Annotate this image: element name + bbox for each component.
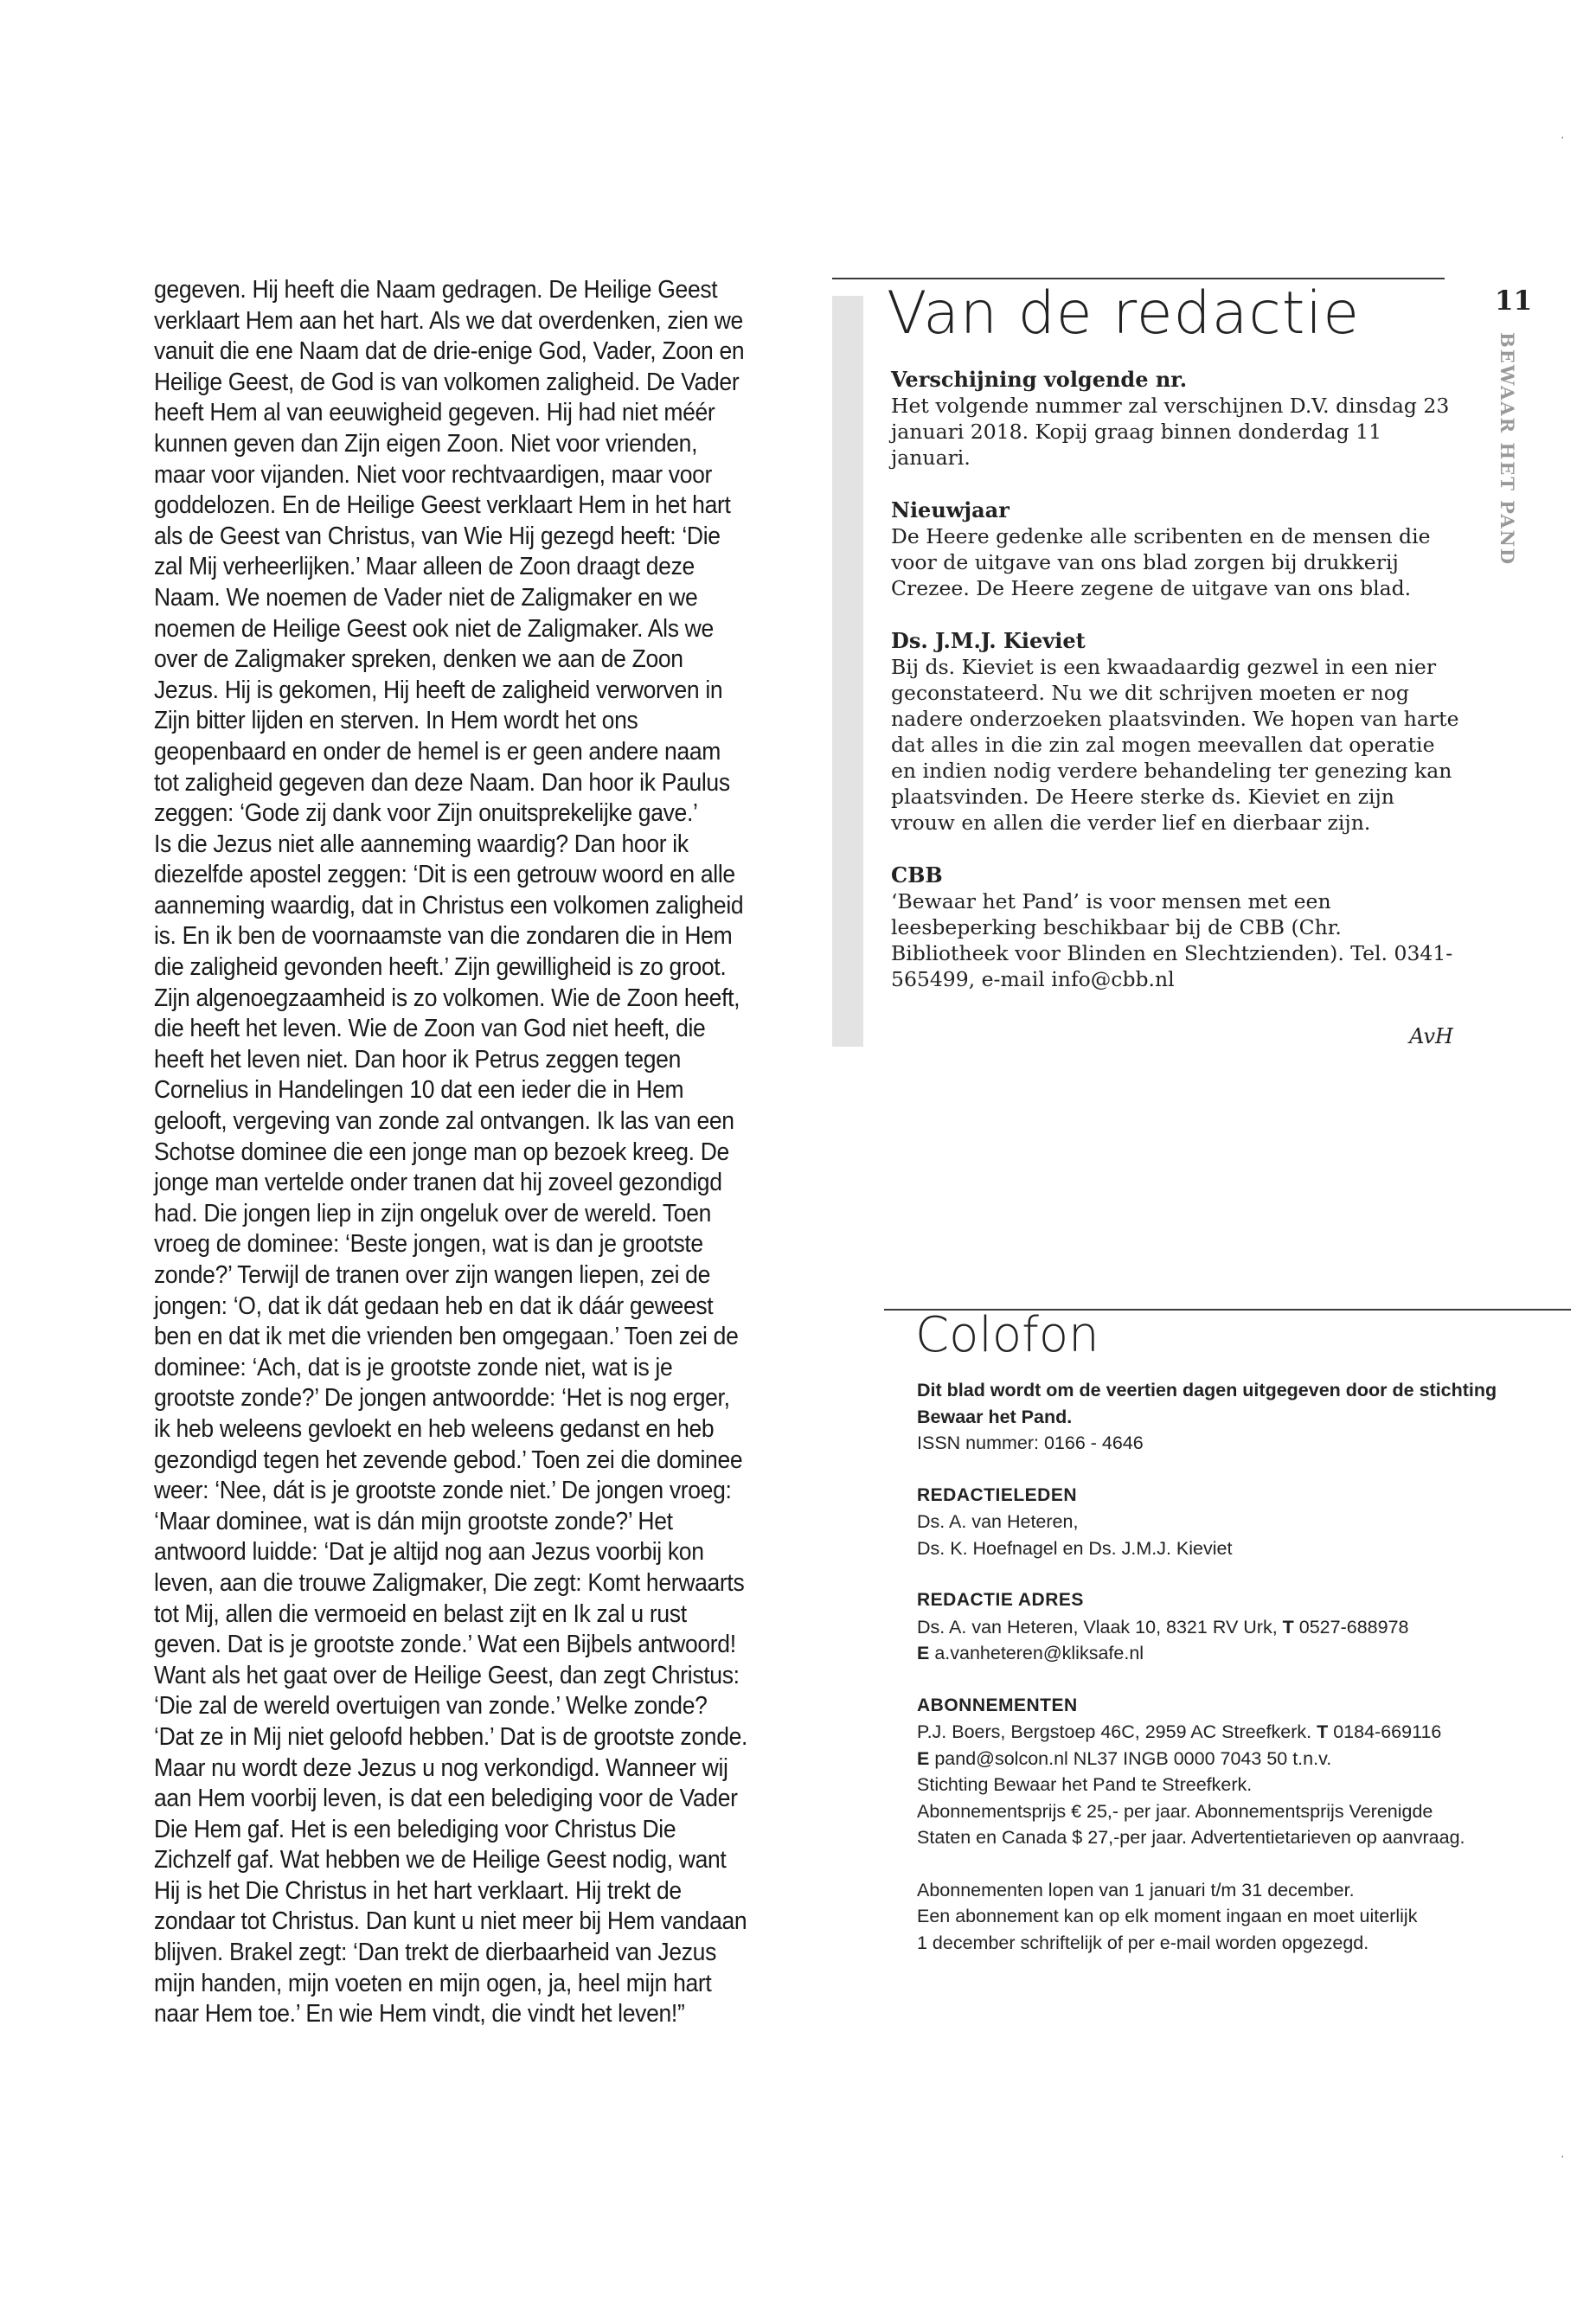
article-paragraph: Maar nu wordt deze Jezus u nog verkondigd. Wanneer wij aan Hem voorbij leven, is dat een belediging voor de Vader Die Hem gaf. Het is een belediging voor Christus Die Zichzelf gaf. Wat hebben we de Heilige Geest nodig, want Hij is het Die Christus in het hart verklaart. Hij trekt de zondaar tot Christus. Dan kunt u niet meer bij Hem vandaan blijven. Brakel zegt: ‘Dan trekt de dierbaarheid van Jezus mijn handen, mijn voeten en mijn ogen, ja, heel mijn hart naar Hem toe.’ En wie Hem vindt, die vindt het leven!” xyxy=(154,1753,747,2029)
colofon-line xyxy=(917,1614,1522,1641)
redactie-section xyxy=(891,862,1462,992)
colofon-line xyxy=(917,1719,1522,1746)
colofon-line: Een abonnement kan op elk moment ingaan en moet uiterlijk xyxy=(917,1906,1418,1926)
redactie-section xyxy=(891,497,1462,601)
section-body: Het volgende nummer zal verschijnen D.V. dinsdag 23 januari 2018. Kopij graag binnen donderdag 11 januari. xyxy=(891,394,1450,470)
email-label: E xyxy=(917,1747,930,1769)
colofon-line: Staten en Canada $ 27,-per jaar. Advertentietarieven op aanvraag. xyxy=(917,1827,1465,1848)
article-column xyxy=(154,275,749,2030)
crop-mark: · xyxy=(1561,2150,1565,2164)
colofon-line: Ds. K. Hoefnagel en Ds. J.M.J. Kieviet xyxy=(917,1537,1233,1559)
colofon-intro-line: Dit blad wordt om de veertien dagen uitgegeven door de stichting xyxy=(917,1380,1497,1400)
redactie-signature: AvH xyxy=(1409,1024,1453,1048)
address-text: P.J. Boers, Bergstoep 46C, 2959 AC Streefkerk. xyxy=(917,1721,1317,1742)
section-body: Bij ds. Kieviet is een kwaadaardig gezwel in een nier geconstateerd. Nu we dit schrijven moeten er nog nadere onderzoeken plaatsvinden. We hopen van harte dat alles in die zin zal mogen meevallen dat operatie en indien nodig verdere behandeling ter genezing kan plaatsvinden. De Heere sterke ds. Kieviet en zijn vrouw en allen die verder lief en dierbaar zijn. xyxy=(891,655,1459,835)
redactie-section xyxy=(891,367,1462,471)
colofon-heading: ABONNEMENTEN xyxy=(917,1695,1078,1715)
email-address: a.vanheteren@kliksafe.nl xyxy=(929,1643,1144,1663)
colofon-footer xyxy=(917,1877,1522,1957)
email-label: E xyxy=(917,1643,930,1663)
colofon-intro-line: Bewaar het Pand. xyxy=(917,1406,1073,1427)
colofon-line: Stichting Bewaar het Pand te Streefkerk. xyxy=(917,1774,1253,1795)
colofon-line xyxy=(917,1746,1522,1772)
colofon-intro xyxy=(917,1377,1522,1457)
redactie-section xyxy=(891,628,1462,836)
colofon-line xyxy=(917,1640,1522,1667)
section-heading: Nieuwjaar xyxy=(891,497,1010,522)
colofon-line: Ds. A. van Heteren, xyxy=(917,1511,1079,1532)
colofon-adres xyxy=(917,1587,1522,1667)
crop-mark: · xyxy=(1561,131,1565,145)
redactie-title: Van de redactie xyxy=(887,279,1361,348)
email-address: pand@solcon.nl NL37 INGB 0000 7043 50 t.n.v. xyxy=(929,1747,1332,1769)
address-text: Ds. A. van Heteren, Vlaak 10, 8321 RV Urk, xyxy=(917,1616,1283,1638)
phone-label: T xyxy=(1282,1616,1294,1638)
phone-number: 0527-688978 xyxy=(1293,1616,1409,1638)
article-paragraph: gegeven. Hij heeft die Naam gedragen. De Heilige Geest verklaart Hem aan het hart. Als we dat overdenken, zien we vanuit die ene Naam dat de drie-enige God, Vader, Zoon en Heilige Geest, de God is van volkomen zaligheid. De Vader heeft Hem al van eeuwigheid gegeven. Hij had niet méér kunnen geven dan Zijn eigen Zoon. Niet voor vrienden, maar voor vijanden. Niet voor rechtvaardigen, maar voor goddelozen. En de Heilige Geest verklaart Hem in het hart als de Geest van Christus, van Wie Hij gezegd heeft: ‘Die zal Mij verheerlijken.’ Maar alleen de Zoon draagt deze Naam. We noemen de Vader niet de Zaligmaker en we noemen de Heilige Geest ook niet de Zaligmaker. Als we over de Zaligmaker spreken, denken we aan de Zoon Jezus. Hij is gekomen, Hij heeft de zaligheid verworven in Zijn bitter lijden en sterven. In Hem wordt het ons geopenbaard en onder de hemel is er geen andere naam tot zaligheid gegeven dan deze Naam. Dan hoor ik Paulus zeggen: ‘Gode zij dank voor Zijn onuitsprekelijke gave.’ xyxy=(154,276,745,828)
colofon-title: Colofon xyxy=(915,1307,1099,1363)
section-heading: CBB xyxy=(891,862,943,888)
colofon-redactieleden xyxy=(917,1483,1522,1562)
colofon-line: 1 december schriftelijk of per e-mail worden opgezegd. xyxy=(917,1932,1369,1953)
article-paragraph: Is die Jezus niet alle aanneming waardig? Dan hoor ik diezelfde apostel zeggen: ‘Dit is een getrouw woord en alle aanneming waardig, dat in Christus een volkomen zaligheid is. En ik ben de voornaamste van die zondaren die in Hem die zaligheid gevonden heeft.’ Zijn gewilligheid is zo groot. Zijn algenoegzaamheid is zo volkomen. Wie de Zoon heeft, die heeft het leven. Wie de Zoon van God niet heeft, die heeft het leven niet. Dan hoor ik Petrus zeggen tegen Cornelius in Handelingen 10 dat een ieder die in Hem gelooft, vergeving van zonde zal ontvangen. Ik las van een Schotse dominee die een jonge man op bezoek kreeg. De jonge man vertelde onder tranen dat hij zoveel gezondigd had. Die jongen liep in zijn ongeluk over de wereld. Toen vroeg de dominee: ‘Beste jongen, wat is dan je grootste zonde?’ Terwijl de tranen over zijn wangen liepen, zei de jongen: ‘O, dat ik dát gedaan heb en dat ik dáár geweest ben en dat ik met die vrienden ben omgegaan.’ Toen zei de dominee: ‘Ach, dat is je grootste zonde niet, wat is je grootste zonde?’ De jongen antwoordde: ‘Het is nog erger, ik heb weleens gevloekt en heb weleens gedanst en heb gezondigd tegen het zevende gebod.’ Toen zei die dominee weer: ‘Nee, dát is je grootste zonde niet.’ De jongen vroeg: ‘Maar dominee, wat is dán mijn grootste zonde?’ Het antwoord luidde: ‘Dat je altijd nog aan Jezus voorbij kon leven, aan die trouwe Zaligmaker, Die zegt: Komt herwaarts tot Mij, allen die vermoeid en belast zijt en Ik zal u rust geven. Dat is je grootste zonde.’ Wat een Bijbels antwoord! Want als het gaat over de Heilige Geest, dan zegt Christus: ‘Die zal de wereld overtuigen van zonde.’ Welke zonde? ‘Dat ze in Mij niet geloofd hebben.’ Dat is de grootste zonde. xyxy=(154,830,748,1751)
phone-number: 0184-669116 xyxy=(1328,1721,1442,1742)
colofon-line: Abonnementen lopen van 1 januari t/m 31 december. xyxy=(917,1879,1355,1900)
colofon-issn: ISSN nummer: 0166 - 4646 xyxy=(917,1433,1144,1453)
colofon-body xyxy=(917,1377,1522,1982)
publication-side-label: BEWAAR HET PAND xyxy=(1497,332,1518,567)
phone-label: T xyxy=(1317,1721,1329,1742)
colofon-abonnementen xyxy=(917,1693,1522,1851)
section-body: De Heere gedenke alle scribenten en de mensen die voor de uitgave van ons blad zorgen bij drukkerij Crezee. De Heere zegene de uitgave van ons blad. xyxy=(891,524,1431,600)
section-heading: Ds. J.M.J. Kieviet xyxy=(891,628,1086,653)
redactie-body xyxy=(891,367,1462,1019)
section-body: ‘Bewaar het Pand’ is voor mensen met een leesbeperking beschikbaar bij de CBB (Chr. Bibliotheek voor Blinden en Slechtzienden). Tel. 0341- 565499, e-mail info@cbb.nl xyxy=(891,889,1453,991)
colofon-heading: REDACTIELEDEN xyxy=(917,1484,1078,1505)
page-number: 11 xyxy=(1495,285,1533,317)
colofon-heading: REDACTIE ADRES xyxy=(917,1590,1084,1610)
section-heading: Verschijning volgende nr. xyxy=(891,367,1188,392)
redactie-side-bar xyxy=(832,296,863,1047)
colofon-line: Abonnementsprijs € 25,- per jaar. Abonnementsprijs Verenigde xyxy=(917,1800,1433,1822)
